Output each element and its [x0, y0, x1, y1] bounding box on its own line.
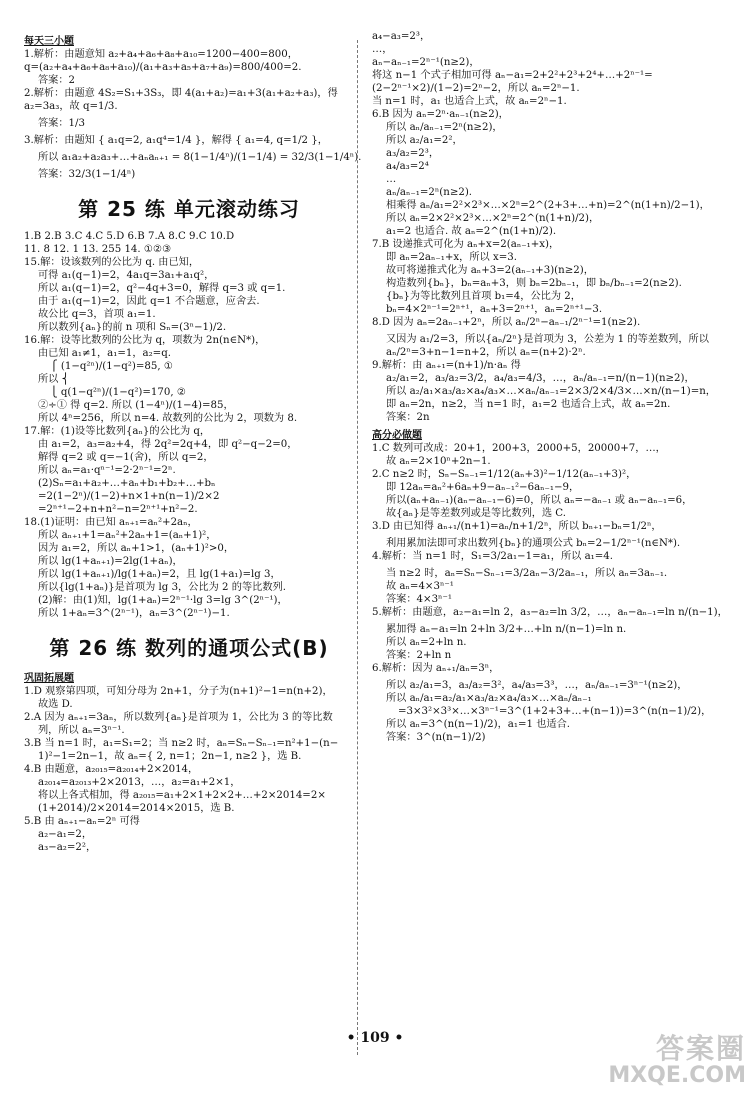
text-line: 所以 ⎨: [38, 374, 70, 385]
watermark-logo: [604, 1034, 746, 1090]
text-line: a₂/a₁=2，a₃/a₂=3/2，a₄/a₃=4/3，…，aₙ/aₙ₋₁=n/(n−1)(n≥2)，: [386, 373, 695, 384]
text-line: ⎩ q(1−q²ⁿ)/(1−q²)=170, ②: [50, 387, 186, 398]
text-line: (2−2ⁿ⁻¹×2)/(1−2)=2ⁿ−2，所以 aₙ=2ⁿ−1.: [372, 83, 580, 94]
text-line: 6.解析：因为 aₙ₊₁/aₙ=3ⁿ，: [372, 663, 500, 674]
text-line: a₂₀₁₄=a₂₀₁₃+2×2013，…，a₂=a₁+2×1，: [38, 777, 241, 788]
text-line: 5.B 由 aₙ₊₁−aₙ=2ⁿ 可得: [24, 816, 140, 827]
text-line: 所以 lg(1+aₙ₊₁)=2lg(1+aₙ)，: [38, 556, 183, 567]
text-line: …: [386, 174, 397, 185]
text-line: 18.(1)证明：由已知 aₙ₊₁=aₙ²+2aₙ，: [24, 517, 198, 528]
text-line: 9.解析：由 aₙ₊₁=(n+1)/n·aₙ 得: [372, 360, 521, 371]
text-line: 可得 a₁(q−1)=2，4a₁q=3a₁+a₁q²，: [38, 270, 215, 281]
text-line: a₃/a₂=2³，: [386, 148, 440, 159]
text-line: aₙ−aₙ₋₁=2ⁿ⁻¹(n≥2)，: [372, 57, 480, 68]
text-line: 所以 1+aₙ=3^(2ⁿ⁻¹)，aₙ=3^(2ⁿ⁻¹)−1.: [38, 608, 230, 619]
text-line: 所以 aₙ=2+ln n.: [386, 637, 467, 648]
text-line: bₙ=4×2ⁿ⁻¹=2ⁿ⁺¹，aₙ+3=2ⁿ⁺¹，aₙ=2ⁿ⁺¹−3.: [386, 304, 603, 315]
text-line: 因为 a₁=2，所以 aₙ+1>1，(aₙ+1)²>0，: [38, 543, 235, 554]
text-line: 由于 a₁(q−1)=2，因此 q=1 不合题意，应舍去.: [38, 296, 260, 307]
text-line: q=(a₂+a₄+a₆+a₈+a₁₀)/(a₁+a₃+a₅+a₇+a₉)=800/400=2.: [24, 62, 302, 73]
text-line: a₄−a₃=2³，: [372, 31, 431, 42]
text-line: (2)解：由(1)知，lg(1+aₙ)=2ⁿ⁻¹·lg 3=lg 3^(2ⁿ⁻¹)，: [38, 595, 288, 606]
text-line: 所以 a₂/a₁=2²，: [386, 135, 463, 146]
text-line: a₄/a₃=2⁴: [386, 161, 429, 172]
text-line: 由 a₁=2，a₃=a₂+4，得 2q²=2q+4，即 q²−q−2=0，: [38, 439, 298, 450]
text-line: 利用累加法即可求出数列{bₙ}的通项公式 bₙ=2−1/2ⁿ⁻¹(n∈N*).: [386, 538, 681, 549]
text-line: 所以 aₙ₊₁+1=aₙ²+2aₙ+1=(aₙ+1)²，: [38, 530, 217, 541]
text-line: 所以 aₙ/a₁=a₂/a₁×a₃/a₂×a₄/a₃×…×aₙ/aₙ₋₁: [386, 693, 592, 704]
text-line: 1.C 数列可改成：20+1，200+3，2000+5，20000+7，…，: [372, 443, 666, 454]
text-line: 所以 a₁(q−1)=2，q²−4q+3=0，解得 q=3 或 q=1.: [38, 283, 286, 294]
text-line: 累加得 aₙ−a₁=ln 2+ln 3/2+…+ln n/(n−1)=ln n.: [386, 624, 627, 635]
text-line: …，: [372, 44, 393, 55]
text-line: 所以{lg(1+aₙ)}是首项为 lg 3，公比为 2 的等比数列.: [38, 582, 286, 593]
text-line: 所以 a₂/a₁=3，a₃/a₂=3²，a₄/a₃=3³，…，aₙ/aₙ₋₁=3ⁿ⁻¹(n≥2)，: [386, 680, 688, 691]
text-line: 列，所以 aₙ=3ⁿ⁻¹.: [38, 725, 125, 736]
text-line: ⎧ (1−q²ⁿ)/(1−q²)=85, ①: [50, 361, 173, 372]
text-line: a₂=3a₃，故 q=1/3.: [24, 101, 118, 112]
text-line: 即 aₙ=2aₙ₋₁+x，所以 x=3.: [386, 252, 517, 263]
text-line: 1.解析：由题意知 a₂+a₄+a₆+a₈+a₁₀=1200−400=800，: [24, 49, 298, 60]
text-line: 又因为 a₁/2=3，所以{aₙ/2ⁿ}是首项为 3，公差为 1 的等差数列，所以: [386, 334, 709, 345]
text-line: aₙ/aₙ₋₁=2ⁿ(n≥2).: [386, 187, 473, 198]
text-line: 答案：2: [38, 75, 76, 86]
text-line: 所以 aₙ=2×2²×2³×…×2ⁿ=2^(n(1+n)/2)，: [386, 213, 600, 224]
text-line: 相乘得 aₙ/a₁=2²×2³×…×2ⁿ=2^(2+3+…+n)=2^(n(1+n)/2−1)，: [386, 200, 710, 211]
section-title: 第 25 练 单元滚动练习: [78, 197, 300, 221]
text-line: a₁=2 也适合. 故 aₙ=2^(n(1+n)/2).: [386, 226, 557, 237]
text-line: 所以 a₁a₂+a₂a₃+…+aₙaₙ₊₁ = 8(1−1/4ⁿ)/(1−1/4) = 32/3(1−1/4ⁿ).: [38, 152, 362, 163]
text-line: 答案：32/3(1−1/4ⁿ): [38, 169, 136, 180]
text-line: 15.解：设该数列的公比为 q. 由已知，: [24, 257, 200, 268]
text-line: 将这 n−1 个式子相加可得 aₙ−a₁=2+2²+2³+2⁴+…+2ⁿ⁻¹=: [372, 70, 653, 81]
text-line: 即 12aₙ=aₙ²+6aₙ+9−aₙ₋₁²−6aₙ₋₁−9，: [386, 482, 580, 493]
text-line: =2ⁿ⁺¹−2+n+n²−n=2ⁿ⁺¹+n²−2.: [38, 504, 198, 515]
text-line: 5.解析：由题意，a₂−a₁=ln 2，a₃−a₂=ln 3/2，…，aₙ−aₙ₋₁=ln n/(n−1)，: [372, 607, 728, 618]
text-line: 2.解析：由题意 4S₂=S₁+3S₃，即 4(a₁+a₂)=a₁+3(a₁+a₂+a₃)，得: [24, 88, 338, 99]
page-number: • 109 •: [346, 1030, 404, 1046]
text-line: 7.B 设递推式可化为 aₙ+x=2(aₙ₋₁+x)，: [372, 239, 560, 250]
text-line: 所以 lg(1+aₙ₊₁)/lg(1+aₙ)=2，且 lg(1+a₁)=lg 3，: [38, 569, 281, 580]
text-line: 答案：1/3: [38, 118, 85, 129]
text-line: ②÷① 得 q=2. 所以 (1−4ⁿ)/(1−4)=85，: [38, 400, 234, 411]
text-line: 8.D 因为 aₙ=2aₙ₋₁+2ⁿ，所以 aₙ/2ⁿ−aₙ₋₁/2ⁿ⁻¹=1(n≥2).: [372, 317, 641, 328]
text-line: =3×3²×3³×…×3ⁿ⁻¹=3^(1+2+3+…+(n−1))=3^(n(n−1)/2)，: [398, 706, 712, 717]
subsection-heading: 巩固拓展题: [24, 673, 74, 684]
watermark-bottom: MXQE.COM: [608, 1063, 746, 1088]
text-line: a₂−a₁=2，: [38, 829, 93, 840]
text-line: 11. 8 12. 1 13. 255 14. ①②③: [24, 244, 172, 255]
text-line: 故选 D.: [38, 699, 73, 710]
text-line: aₙ/2ⁿ=3+n−1=n+2，所以 aₙ=(n+2)·2ⁿ.: [386, 347, 586, 358]
text-line: 故 aₙ=2×10ⁿ+2n−1.: [386, 456, 491, 467]
text-line: {bₙ}为等比数列且首项 b₁=4，公比为 2，: [386, 291, 581, 302]
text-line: 所以(aₙ+aₙ₋₁)(aₙ−aₙ₋₁−6)=0，所以 aₙ=−aₙ₋₁ 或 aₙ−aₙ₋₁=6，: [386, 495, 693, 506]
text-line: 所以数列{aₙ}的前 n 项和 Sₙ=(3ⁿ−1)/2.: [38, 322, 227, 333]
text-line: 3.B 当 n=1 时，a₁=S₁=2；当 n≥2 时，aₙ=Sₙ−Sₙ₋₁=n²+1−(n−: [24, 738, 339, 749]
text-line: a₃−a₂=2²，: [38, 842, 97, 853]
text-line: 将以上各式相加，得 a₂₀₁₅=a₁+2×1+2×2+…+2×2014=2×: [38, 790, 326, 801]
text-line: 1.D 观察第四项，可知分母为 2n+1，分子为(n+1)²−1=n(n+2)，: [24, 686, 333, 697]
text-line: 1)²−1=2n−1，故 aₙ={ 2, n=1；2n−1, n≥2 }，选 B.: [38, 751, 302, 762]
text-line: 答案：2+ln n: [386, 650, 452, 661]
left-column: [24, 30, 362, 854]
text-line: 故 aₙ=4×3ⁿ⁻¹: [386, 581, 454, 592]
text-line: 4.解析：当 n=1 时，S₁=3/2a₁−1=a₁，所以 a₁=4.: [372, 551, 613, 562]
text-line: 17.解：(1)设等比数列{aₙ}的公比为 q，: [24, 426, 211, 437]
text-line: 答案：3^(n(n−1)/2): [386, 732, 486, 743]
text-line: 所以 aₙ/aₙ₋₁=2ⁿ(n≥2)，: [386, 122, 503, 133]
text-line: 当 n=1 时，a₁ 也适合上式，故 aₙ=2ⁿ−1.: [372, 96, 567, 107]
text-line: 故可将递推式化为 aₙ+3=2(aₙ₋₁+3)(n≥2)，: [386, 265, 594, 276]
text-line: 4.B 由题意，a₂₀₁₅=a₂₀₁₄+2×2014，: [24, 764, 199, 775]
text-line: 当 n≥2 时，aₙ=Sₙ−Sₙ₋₁=3/2aₙ−3/2aₙ₋₁，所以 aₙ=3aₙ₋₁.: [386, 568, 668, 579]
text-line: 所以 4ⁿ=256，所以 n=4. 故数列的公比为 2，项数为 8.: [38, 413, 298, 424]
text-line: 2.A 因为 aₙ₊₁=3aₙ，所以数列{aₙ}是首项为 1，公比为 3 的等比数: [24, 712, 333, 723]
watermark-top: 答案圈: [655, 1032, 746, 1065]
text-line: 所以 a₂/a₁×a₃/a₂×a₄/a₃×…×aₙ/aₙ₋₁=2×3/2×4/3×…×n/(n−1)=n，: [386, 386, 716, 397]
text-line: 6.B 因为 aₙ=2ⁿ·aₙ₋₁(n≥2)，: [372, 109, 509, 120]
text-line: 3.解析：由题知 { a₁q=2, a₁q⁴=1/4 }，解得 { a₁=4, q=1/2 }，: [24, 135, 328, 146]
text-line: 故公比 q=3，首项 a₁=1.: [38, 309, 156, 320]
text-line: 构造数列{bₙ}，bₙ=aₙ+3，则 bₙ=2bₙ₋₁，即 bₙ/bₙ₋₁=2(n≥2).: [386, 278, 682, 289]
text-line: 答案：2n: [386, 412, 430, 423]
text-line: 故{aₙ}是等差数列或是等比数列，选 C.: [386, 508, 566, 519]
text-line: (1+2014)/2×2014=2014×2015，选 B.: [38, 803, 235, 814]
text-line: (2)Sₙ=a₁+a₂+…+aₙ+b₁+b₂+…+bₙ: [38, 478, 216, 489]
text-line: 所以 aₙ=3^(n(n−1)/2)，a₁=1 也适合.: [386, 719, 571, 730]
text-line: 即 aₙ=2n，n≥2，当 n=1 时，a₁=2 也适合上式，故 aₙ=2n.: [386, 399, 671, 410]
subsection-heading: 每天三小题: [24, 36, 74, 47]
right-column: [372, 30, 728, 744]
text-line: 由已知 a₁≠1，a₁=1，a₂=q.: [38, 348, 171, 359]
text-line: 16.解：设等比数列的公比为 q，项数为 2n(n∈N*)，: [24, 335, 266, 346]
text-line: 3.D 由已知得 aₙ₊₁/(n+1)=aₙ/n+1/2ⁿ，所以 bₙ₊₁−bₙ=1/2ⁿ，: [372, 521, 662, 532]
section-title: 第 26 练 数列的通项公式(B): [49, 636, 329, 660]
text-line: 解得 q=2 或 q=−1(舍)，所以 q=2，: [38, 452, 214, 463]
text-line: =2(1−2ⁿ)/(1−2)+n×1+n(n−1)/2×2: [38, 491, 220, 502]
text-line: 1.B 2.B 3.C 4.C 5.D 6.B 7.A 8.C 9.C 10.D: [24, 231, 235, 242]
column-divider: [357, 40, 358, 1055]
subsection-heading: 高分必做题: [372, 430, 422, 441]
text-line: 所以 aₙ=a₁·qⁿ⁻¹=2·2ⁿ⁻¹=2ⁿ.: [38, 465, 176, 476]
text-line: 答案：4×3ⁿ⁻¹: [386, 594, 452, 605]
text-line: 2.C n≥2 时，Sₙ−Sₙ₋₁=1/12(aₙ+3)²−1/12(aₙ₋₁+3)²，: [372, 469, 637, 480]
